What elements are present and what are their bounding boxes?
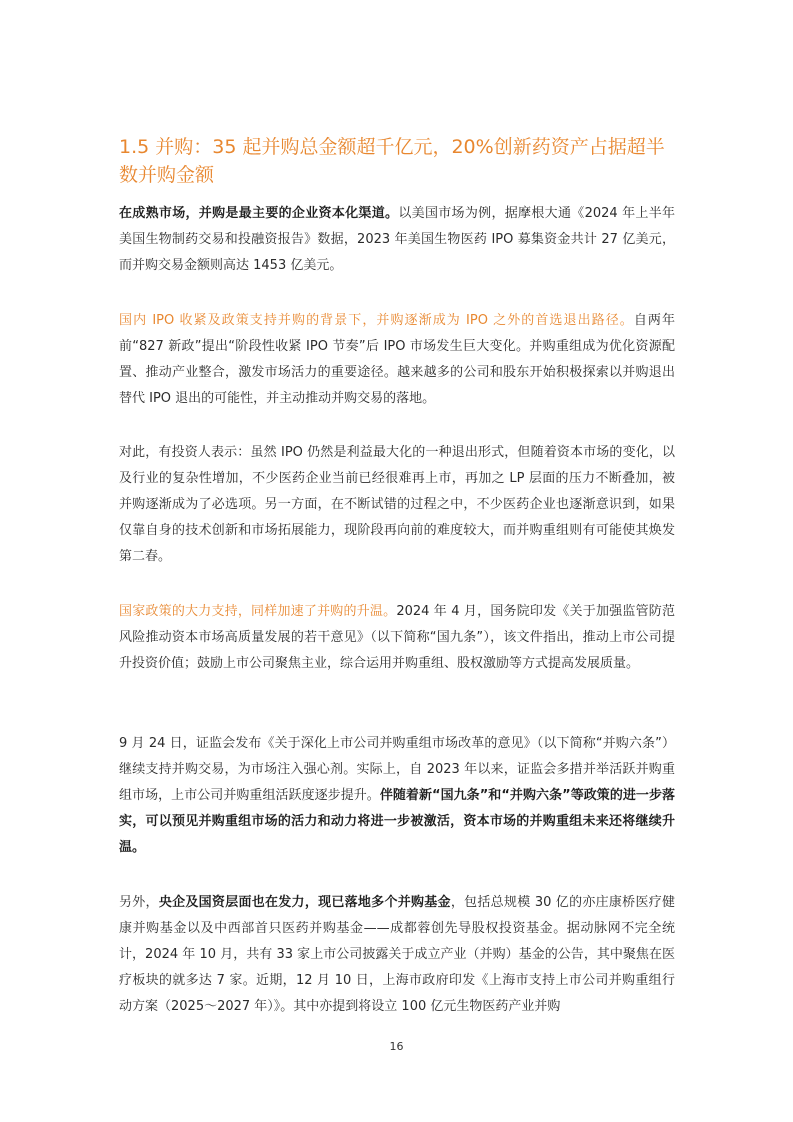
paragraph-body: 自两年前“827 新政”提出“阶段性收紧 IPO 节奏”后 IPO 市场发生巨大变化。并购重组成为优化资源配置、推动产业整合，激发市场活力的重要途径。越来越多的公司和股东开始积极探索以并购退出替代 IPO 退出的可能性，并主动推动并购交易的落地。 [119,313,675,406]
paragraph-mature-market [119,201,675,279]
paragraph-body: ，包括总规模 30 亿的亦庄康桥医疗健康并购基金以及中西部首只医药并购基金——成都蓉创先导股权投资基金。据动脉网不完全统计，2024 年 10 月，共有 33 家上市公司披露关于成立产业（并购）基金的公告，其中聚焦在医疗板块的就多达 7 家。近期，12 月 10 日，上海市政府印发《上海市支持上市公司并购重组行动方案（2025～2027 年）》。其中亦提到将设立 100 亿元生物医药产业并购 [119,895,675,1014]
paragraph-body: 以美国市场为例，据摩根大通《2024 年上半年美国生物制药交易和投融资报告》数据，2023 年美国生物医药 IPO 募集资金共计 27 亿美元，而并购交易金额则高达 1453 亿美元。 [119,206,675,273]
paragraph-domestic-ipo [119,308,675,412]
paragraph-lead-bold: 央企及国资层面也在发力，现已落地多个并购基金 [158,895,451,910]
paragraph-lead-highlight: 国内 IPO 收紧及政策支持并购的背景下，并购逐渐成为 IPO 之外的首选退出路径。 [119,313,634,328]
paragraph-lead-bold: 在成熟市场，并购是最主要的企业资本化渠道。 [119,206,399,221]
paragraph-body: 2024 年 4 月，国务院印发《关于加强监管防范风险推动资本市场高质量发展的若干意见》（以下简称“国九条”），该文件指出，推动上市公司提升投资价值；鼓励上市公司聚焦主业，综合运用并购重组、股权激励等方式提高发展质量。 [119,604,675,671]
paragraph-tail-bold: 伴随着新“国九条”和“并购六条”等政策的进一步落实，可以预见并购重组市场的活力和动力将进一步被激活，资本市场的并购重组未来还将继续升温。 [119,788,675,855]
paragraph-policy-support [119,599,675,677]
section-heading: 1.5 并购：35 起并购总金额超千亿元，20%创新药资产占据超半数并购金额 [119,136,665,186]
paragraph-lead-highlight: 国家政策的大力支持，同样加速了并购的升温。 [119,604,397,619]
paragraph-body: 对此，有投资人表示：虽然 IPO 仍然是利益最大化的一种退出形式，但随着资本市场的变化，以及行业的复杂性增加，不少医药企业当前已经很难再上市，再加之 LP 层面的压力不断叠加，被并购逐渐成为了必选项。另一方面，在不断试错的过程之中，不少医药企业也逐渐意识到，如果仅靠自身的技术创新和市场拓展能力，现阶段再向前的难度较大，而并购重组则有可能使其焕发第二春。 [119,445,675,564]
page-number: 16 [389,1040,404,1053]
paragraph-state-funds [119,890,675,1020]
paragraph-body: 9 月 24 日，证监会发布《关于深化上市公司并购重组市场改革的意见》（以下简称“并购六条”）继续支持并购交易，为市场注入强心剂。实际上，自 2023 年以来，证监会多措并举活跃并购重组市场，上市公司并购重组活跃度逐步提升。 [119,736,675,803]
paragraph-investor-view [119,440,675,570]
paragraph-intro: 另外， [119,895,159,910]
paragraph-csrc-release [119,731,675,861]
